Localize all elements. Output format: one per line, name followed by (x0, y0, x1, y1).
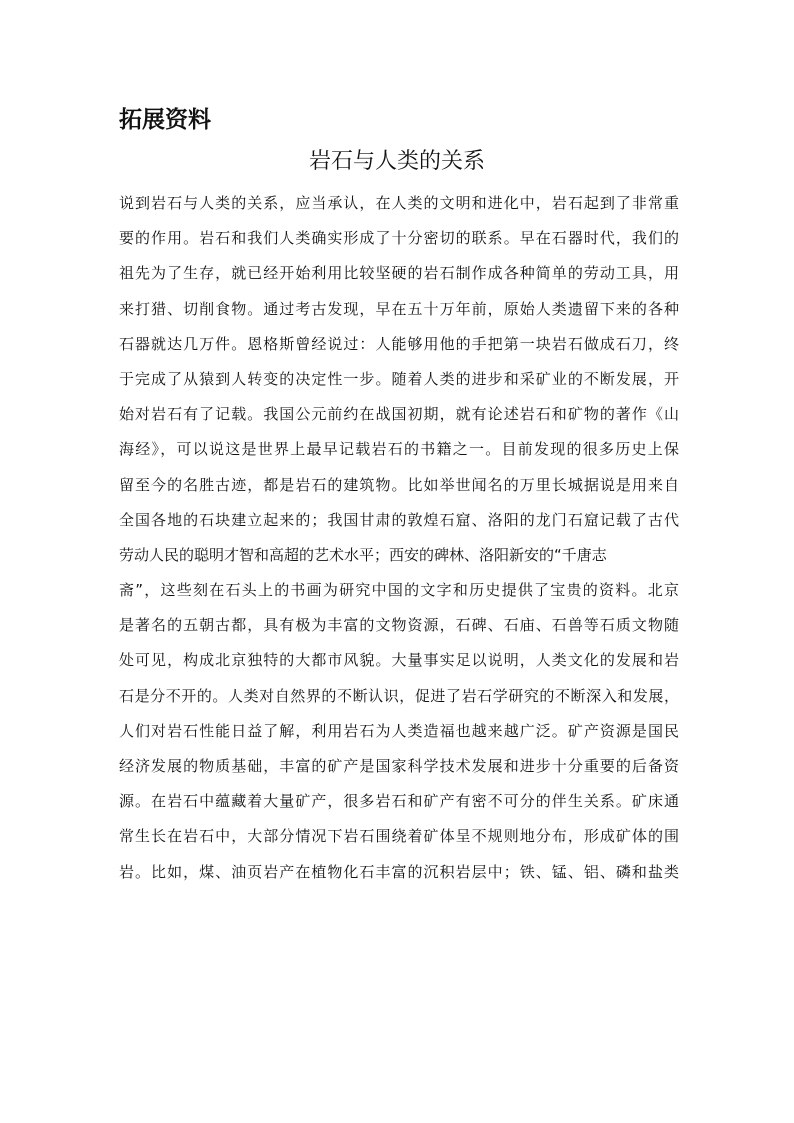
paragraph-line: 岩。比如，煤、油页岩产在植物化石丰富的沉积岩层中；铁、锰、铝、磷和盐类 (119, 862, 679, 881)
paragraph-line: 说到岩石与人类的关系，应当承认，在人类的文明和进化中，岩石起到了非常重 (119, 194, 679, 212)
paragraph-line: 留至今的名胜古迹，都是岩石的建筑物。比如举世闻名的万里长城据说是用来自 (119, 475, 679, 494)
paragraph-line: 海经》，可以说这是世界上最早记载岩石的书籍之一。目前发现的很多历史上保 (119, 440, 679, 459)
paragraph-line: 人们对岩石性能日益了解，利用岩石为人类造福也越来越广泛。矿产资源是国民 (119, 721, 679, 740)
paragraph-line: 处可见，构成北京独特的大都市风貌。大量事实足以说明，人类文化的发展和岩 (119, 651, 679, 670)
paragraph-line: 全国各地的石块建立起来的；我国甘肃的敦煌石窟、洛阳的龙门石窟记载了古代 (119, 510, 679, 529)
paragraph-line: 要的作用。岩石和我们人类确实形成了十分密切的联系。早在石器时代，我们的 (119, 229, 679, 248)
paragraph-line: 来打猎、切削食物。通过考古发现，早在五十万年前，原始人类遗留下来的各种 (119, 299, 679, 318)
paragraph-line: 石器就达几万件。恩格斯曾经说过：人能够用他的手把第一块岩石做成石刀，终 (119, 334, 679, 353)
paragraph-line: 斋”，这些刻在石头上的书画为研究中国的文字和历史提供了宝贵的资料。北京 (119, 581, 679, 600)
paragraph-line: 石是分不开的。人类对自然界的不断认识，促进了岩石学研究的不断深入和发展， (119, 686, 679, 705)
paragraph-line: 始对岩石有了记载。我国公元前约在战国初期，就有论述岩石和矿物的著作《山 (119, 405, 679, 424)
body-paragraph (119, 186, 679, 890)
document-title: 岩石与人类的关系 (308, 149, 485, 174)
paragraph-line: 劳动人民的聪明才智和高超的艺术水平；西安的碑林、洛阳新安的“千唐志 (119, 545, 607, 564)
paragraph-line: 是著名的五朝古都，具有极为丰富的文物资源，石碑、石庙、石兽等石质文物随 (119, 616, 679, 635)
paragraph-line: 于完成了从猿到人转变的决定性一步。随着人类的进步和采矿业的不断发展，开 (119, 369, 679, 388)
paragraph-line: 祖先为了生存，就已经开始利用比较坚硬的岩石制作成各种简单的劳动工具，用 (119, 264, 679, 283)
section-label: 拓展资料 (119, 107, 211, 133)
paragraph-line: 经济发展的物质基础，丰富的矿产是国家科学技术发展和进步十分重要的后备资 (119, 757, 679, 775)
paragraph-line: 源。在岩石中蕴藏着大量矿产，很多岩石和矿产有密不可分的伴生关系。矿床通 (119, 792, 679, 811)
paragraph-line: 常生长在岩石中，大部分情况下岩石围绕着矿体呈不规则地分布，形成矿体的围 (119, 827, 679, 846)
